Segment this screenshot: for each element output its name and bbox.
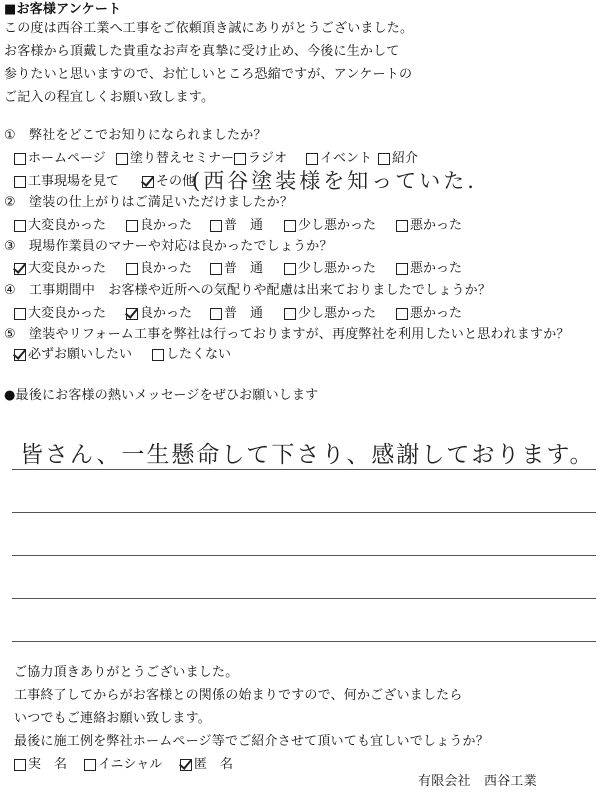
writing-line-4 xyxy=(12,598,596,599)
checkbox[interactable] xyxy=(396,220,408,232)
checkbox[interactable] xyxy=(14,759,26,771)
closing-line-1: ご協力頂きありがとうございました。 xyxy=(14,665,239,680)
writing-line-2 xyxy=(12,512,596,513)
checkbox[interactable] xyxy=(152,349,164,361)
message-heading: ●最後にお客様の熱いメッセージをぜひお願いします xyxy=(4,388,319,403)
q1-option-seminar[interactable]: 塗り替えセミナー xyxy=(116,151,234,167)
checkbox[interactable] xyxy=(84,759,96,771)
q1-option-site[interactable]: 工事現場を見て xyxy=(14,174,142,190)
writing-line-3 xyxy=(12,555,596,556)
checkbox-checked[interactable] xyxy=(14,349,26,361)
checkbox[interactable] xyxy=(234,153,246,165)
checkbox[interactable] xyxy=(396,263,408,275)
closing-line-4: 最後に施工例を弊社ホームページ等でご紹介させて頂いても宜しいでしょうか？ xyxy=(14,734,489,749)
checkbox[interactable] xyxy=(126,220,138,232)
checkbox[interactable] xyxy=(14,176,26,188)
q4-options xyxy=(14,306,462,322)
checkbox[interactable] xyxy=(210,308,222,320)
intro-line-2: お客様から頂戴した貴重なお声を真摯に受け止め、今後に生かして xyxy=(4,44,400,59)
checkbox-checked[interactable] xyxy=(126,308,138,320)
intro-line-4: ご記入の程宜しくお願い致します。 xyxy=(4,90,215,105)
closing-line-3: いつでもご連絡お願い致します。 xyxy=(14,711,211,726)
checkbox[interactable] xyxy=(378,153,390,165)
consent-options xyxy=(14,757,233,773)
q4-option-good[interactable]: 良かった xyxy=(126,306,210,322)
q1-option-radio[interactable]: ラジオ xyxy=(234,151,306,167)
checkbox[interactable] xyxy=(14,153,26,165)
checkbox[interactable] xyxy=(284,308,296,320)
q4-option-bad[interactable]: 悪かった xyxy=(396,306,462,322)
q5-options xyxy=(14,347,231,363)
question-5: ⑤ 塗装やリフォーム工事を弊社は行っておりますが、再度弊社を利用したいと思われますか？ xyxy=(4,327,570,342)
checkbox[interactable] xyxy=(116,153,128,165)
checkbox[interactable] xyxy=(210,263,222,275)
q1-option-event[interactable]: イベント xyxy=(306,151,378,167)
q3-options xyxy=(14,261,462,277)
question-1: ① 弊社をどこでお知りになられましたか？ xyxy=(4,128,267,143)
intro-line-3: 参りたいと思いますので、お忙しいところ恐縮ですが、アンケートの xyxy=(4,67,413,82)
survey-title: ■お客様アンケート xyxy=(4,2,122,17)
q1-handwritten-answer: (西谷塗装様を知っていた. xyxy=(192,169,477,193)
writing-line-1 xyxy=(12,469,596,470)
writing-line-5 xyxy=(12,641,596,642)
checkbox[interactable] xyxy=(14,308,26,320)
q1-option-homepage[interactable]: ホームページ xyxy=(14,151,116,167)
checkbox[interactable] xyxy=(306,153,318,165)
question-3: ③ 現場作業員のマナーや対応は良かったでしょうか？ xyxy=(4,239,333,254)
q1-option-referral[interactable]: 紹介 xyxy=(378,151,418,167)
q3-option-very-good[interactable]: 大変良かった xyxy=(14,261,126,277)
q2-option-very-good[interactable]: 大変良かった xyxy=(14,218,126,234)
closing-line-2: 工事終了してからがお客様との関係の始まりですので、何かございましたら xyxy=(14,688,463,703)
checkbox[interactable] xyxy=(284,263,296,275)
consent-option-initials[interactable]: イニシャル xyxy=(84,757,180,773)
q3-option-slightly-bad[interactable]: 少し悪かった xyxy=(284,261,396,277)
consent-option-anonymous[interactable]: 匿 名 xyxy=(180,757,233,773)
question-2: ② 塗装の仕上がりはご満足いただけましたか？ xyxy=(4,195,294,210)
q4-option-slightly-bad[interactable]: 少し悪かった xyxy=(284,306,396,322)
q2-option-good[interactable]: 良かった xyxy=(126,218,210,234)
q2-option-slightly-bad[interactable]: 少し悪かった xyxy=(284,218,396,234)
checkbox[interactable] xyxy=(14,220,26,232)
company-name: 有限会社 西谷工業 xyxy=(418,774,537,789)
q2-option-bad[interactable]: 悪かった xyxy=(396,218,462,234)
q3-option-average[interactable]: 普 通 xyxy=(210,261,284,277)
q1-options-row-2 xyxy=(14,174,195,190)
q5-option-no[interactable]: したくない xyxy=(152,347,231,363)
q3-option-good[interactable]: 良かった xyxy=(126,261,210,277)
q5-option-definitely[interactable]: 必ずお願いしたい xyxy=(14,347,152,363)
checkbox-checked[interactable] xyxy=(14,263,26,275)
q4-option-average[interactable]: 普 通 xyxy=(210,306,284,322)
checkbox[interactable] xyxy=(126,263,138,275)
q4-option-very-good[interactable]: 大変良かった xyxy=(14,306,126,322)
q1-option-other[interactable]: その他 xyxy=(142,174,195,190)
q3-option-bad[interactable]: 悪かった xyxy=(396,261,462,277)
checkbox-checked[interactable] xyxy=(142,176,154,188)
checkbox-checked[interactable] xyxy=(180,759,192,771)
q2-options xyxy=(14,218,462,234)
intro-line-1: この度は西谷工業へ工事をご依頼頂き誠にありがとうございました。 xyxy=(4,21,414,36)
q2-option-average[interactable]: 普 通 xyxy=(210,218,284,234)
checkbox[interactable] xyxy=(210,220,222,232)
consent-option-real-name[interactable]: 実 名 xyxy=(14,757,84,773)
checkbox[interactable] xyxy=(284,220,296,232)
message-handwritten[interactable]: 皆さん、一生懸命して下さり、感謝しております。 xyxy=(20,442,595,468)
checkbox[interactable] xyxy=(396,308,408,320)
question-4: ④ 工事期間中 お客様や近所への気配りや配慮は出来ておりましたでしょうか？ xyxy=(4,283,492,298)
